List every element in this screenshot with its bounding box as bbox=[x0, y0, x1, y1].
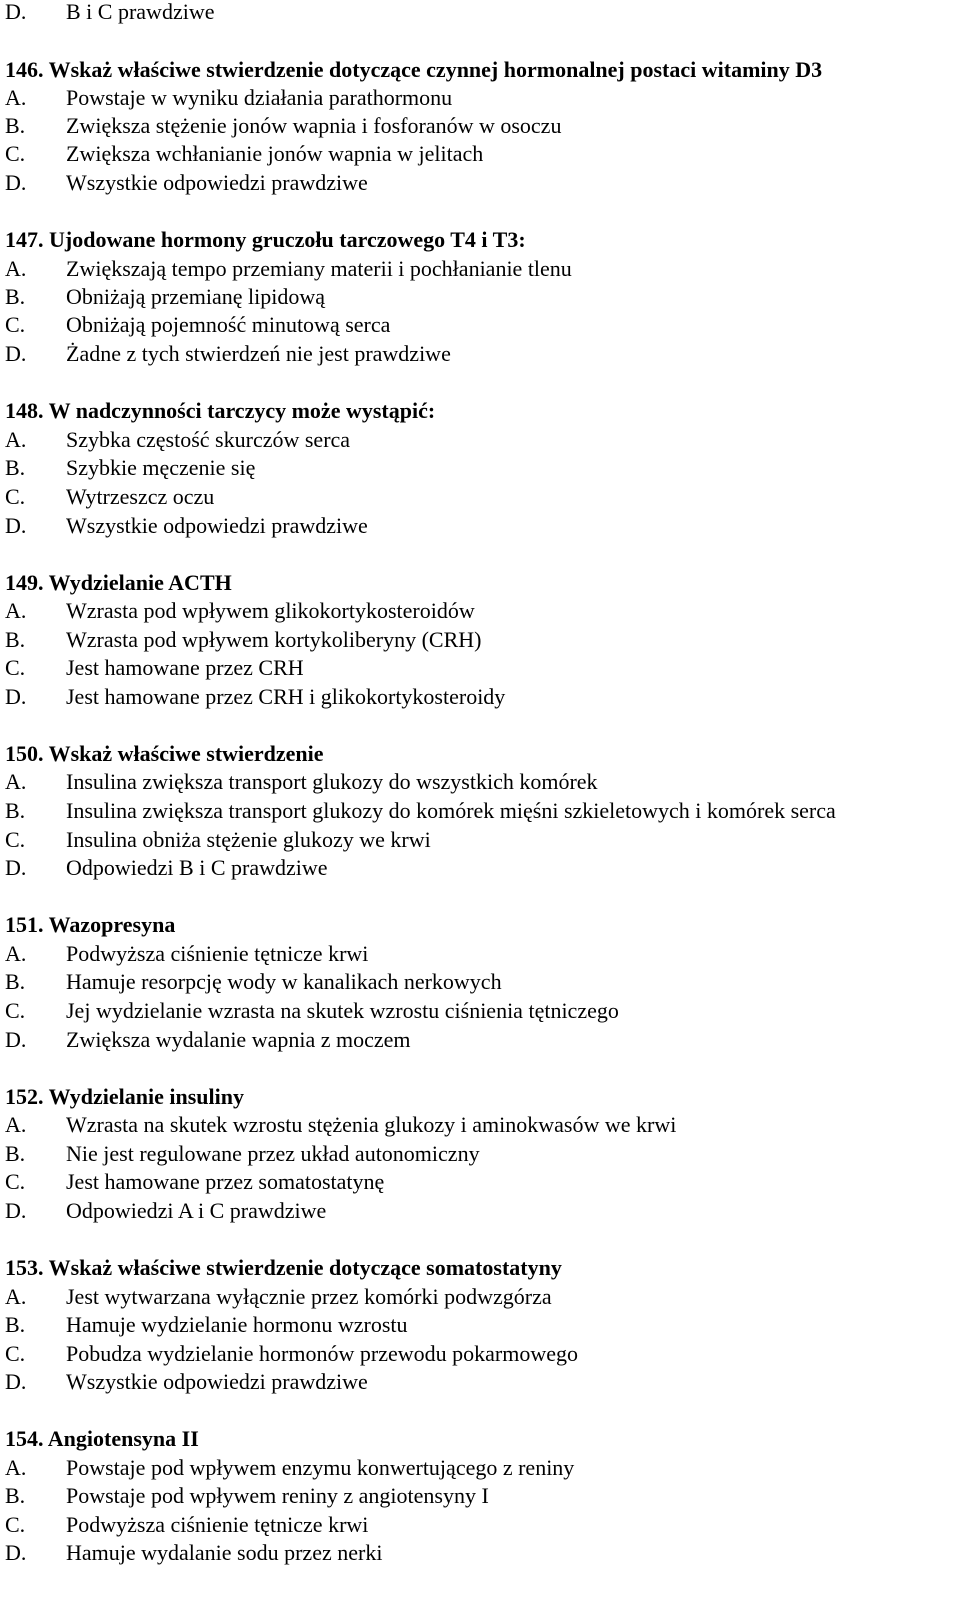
option-text: Podwyższa ciśnienie tętnicze krwi bbox=[66, 1512, 369, 1537]
option-d bbox=[5, 168, 368, 197]
option-letter: D. bbox=[5, 1540, 27, 1565]
option-letter: A. bbox=[5, 256, 27, 281]
option-b bbox=[5, 625, 481, 654]
option-text: Insulina zwiększa transport glukozy do komórek mięśni szkieletowych i komórek serca bbox=[66, 798, 836, 823]
option-letter: A. bbox=[5, 941, 27, 966]
question-title: 149. Wydzielanie ACTH bbox=[5, 570, 232, 595]
option-letter: C. bbox=[5, 312, 26, 337]
option-letter: C. bbox=[5, 1341, 26, 1366]
option-c bbox=[5, 1167, 384, 1196]
option-text: Odpowiedzi B i C prawdziwe bbox=[66, 855, 328, 880]
option-text: Wszystkie odpowiedzi prawdziwe bbox=[66, 513, 368, 538]
option-d bbox=[5, 1367, 368, 1396]
question-title: 147. Ujodowane hormony gruczołu tarczowego T4 i T3: bbox=[5, 227, 526, 252]
option-letter: A. bbox=[5, 598, 27, 623]
option-a bbox=[5, 254, 572, 283]
option-b bbox=[5, 1310, 408, 1339]
option-c bbox=[5, 1510, 368, 1539]
option-a bbox=[5, 939, 368, 968]
option-letter: D. bbox=[5, 1027, 27, 1052]
option-text: B i C prawdziwe bbox=[66, 0, 215, 24]
option-text: Zwiększają tempo przemiany materii i pochłanianie tlenu bbox=[66, 256, 572, 281]
option-letter: B. bbox=[5, 798, 26, 823]
option-letter: B. bbox=[5, 627, 26, 652]
option-text: Jest hamowane przez somatostatynę bbox=[66, 1169, 385, 1194]
option-a bbox=[5, 1282, 552, 1311]
option-a bbox=[5, 596, 475, 625]
option-letter: D. bbox=[5, 855, 27, 880]
option-letter: C. bbox=[5, 655, 26, 680]
option-letter: C. bbox=[5, 141, 26, 166]
option-text: Zwiększa wchłanianie jonów wapnia w jelitach bbox=[66, 141, 484, 166]
option-letter: C. bbox=[5, 1169, 26, 1194]
option-text: Jest hamowane przez CRH i glikokortykosteroidy bbox=[66, 684, 506, 709]
option-a bbox=[5, 1453, 574, 1482]
option-a bbox=[5, 767, 598, 796]
option-c bbox=[5, 482, 214, 511]
option-a bbox=[5, 1110, 676, 1139]
option-text: Hamuje wydalanie sodu przez nerki bbox=[66, 1540, 383, 1565]
option-text: Obniżają pojemność minutową serca bbox=[66, 312, 391, 337]
option-d bbox=[5, 853, 328, 882]
option-text: Wzrasta na skutek wzrostu stężenia glukozy i aminokwasów we krwi bbox=[66, 1112, 677, 1137]
option-letter: C. bbox=[5, 998, 26, 1023]
option-text: Odpowiedzi A i C prawdziwe bbox=[66, 1198, 327, 1223]
option-letter: A. bbox=[5, 85, 27, 110]
option-d bbox=[5, 511, 368, 540]
option-text: Pobudza wydzielanie hormonów przewodu pokarmowego bbox=[66, 1341, 578, 1366]
option-b bbox=[5, 1481, 489, 1510]
option-a bbox=[5, 425, 350, 454]
option-d bbox=[5, 682, 505, 711]
question-title: 151. Wazopresyna bbox=[5, 912, 176, 937]
option-text: Insulina zwiększa transport glukozy do wszystkich komórek bbox=[66, 769, 598, 794]
option-letter: A. bbox=[5, 769, 27, 794]
option-letter: A. bbox=[5, 1455, 27, 1480]
option-letter: D. bbox=[5, 341, 27, 366]
option-b bbox=[5, 111, 561, 140]
option-c bbox=[5, 139, 483, 168]
option-d bbox=[5, 1025, 411, 1054]
option-d bbox=[5, 1538, 382, 1567]
option-text: Jest hamowane przez CRH bbox=[66, 655, 304, 680]
option-b bbox=[5, 282, 325, 311]
option-c bbox=[5, 1339, 578, 1368]
option-letter: B. bbox=[5, 1483, 26, 1508]
question-title: 152. Wydzielanie insuliny bbox=[5, 1084, 244, 1109]
option-text: Wytrzeszcz oczu bbox=[66, 484, 215, 509]
option-b bbox=[5, 1139, 480, 1168]
question-title: 148. W nadczynności tarczycy może wystąpić: bbox=[5, 398, 436, 423]
option-letter: C. bbox=[5, 484, 26, 509]
option-text: Wszystkie odpowiedzi prawdziwe bbox=[66, 170, 368, 195]
option-d bbox=[5, 339, 451, 368]
option-letter: D. bbox=[5, 1369, 27, 1394]
option-letter: B. bbox=[5, 1141, 26, 1166]
option-text: Insulina obniża stężenie glukozy we krwi bbox=[66, 827, 431, 852]
option-c bbox=[5, 996, 619, 1025]
option-text: Powstaje pod wpływem reniny z angiotensyny I bbox=[66, 1483, 489, 1508]
option-text: Obniżają przemianę lipidową bbox=[66, 284, 326, 309]
option-letter: A. bbox=[5, 1112, 27, 1137]
option-letter: B. bbox=[5, 1312, 26, 1337]
option-c bbox=[5, 825, 431, 854]
question-title: 150. Wskaż właściwe stwierdzenie bbox=[5, 741, 324, 766]
option-text: Szybkie męczenie się bbox=[66, 455, 256, 480]
option-letter: A. bbox=[5, 427, 27, 452]
option-letter: D. bbox=[5, 0, 27, 24]
option-text: Zwiększa stężenie jonów wapnia i fosforanów w osoczu bbox=[66, 113, 562, 138]
option-letter: C. bbox=[5, 827, 26, 852]
option-text: Zwiększa wydalanie wapnia z moczem bbox=[66, 1027, 411, 1052]
option-letter: D. bbox=[5, 1198, 27, 1223]
option-letter: A. bbox=[5, 1284, 27, 1309]
option-letter: B. bbox=[5, 284, 26, 309]
option-c bbox=[5, 653, 304, 682]
option-text: Żadne z tych stwierdzeń nie jest prawdziwe bbox=[66, 341, 451, 366]
option-letter: B. bbox=[5, 455, 26, 480]
option-d bbox=[5, 1196, 326, 1225]
option-text: Wszystkie odpowiedzi prawdziwe bbox=[66, 1369, 368, 1394]
option-letter: D. bbox=[5, 684, 27, 709]
option-a bbox=[5, 83, 452, 112]
option-text: Jej wydzielanie wzrasta na skutek wzrostu ciśnienia tętniczego bbox=[66, 998, 619, 1023]
option-text: Jest wytwarzana wyłącznie przez komórki podwzgórza bbox=[66, 1284, 552, 1309]
option-letter: D. bbox=[5, 170, 27, 195]
option-text: Powstaje pod wpływem enzymu konwertującego z reniny bbox=[66, 1455, 575, 1480]
option-b bbox=[5, 967, 502, 996]
question-title: 153. Wskaż właściwe stwierdzenie dotyczące somatostatyny bbox=[5, 1255, 562, 1280]
option-text: Hamuje wydzielanie hormonu wzrostu bbox=[66, 1312, 408, 1337]
question-title: 146. Wskaż właściwe stwierdzenie dotyczące czynnej hormonalnej postaci witaminy D3 bbox=[5, 57, 823, 82]
option-text: Hamuje resorpcję wody w kanalikach nerkowych bbox=[66, 969, 502, 994]
option-c bbox=[5, 310, 390, 339]
option-text: Szybka częstość skurczów serca bbox=[66, 427, 351, 452]
option-text: Podwyższa ciśnienie tętnicze krwi bbox=[66, 941, 369, 966]
top-option bbox=[5, 0, 214, 26]
option-b bbox=[5, 796, 836, 825]
option-letter: C. bbox=[5, 1512, 26, 1537]
question-title: 154. Angiotensyna II bbox=[5, 1426, 199, 1451]
option-letter: B. bbox=[5, 113, 26, 138]
option-text: Wzrasta pod wpływem glikokortykosteroidów bbox=[66, 598, 475, 623]
option-letter: D. bbox=[5, 513, 27, 538]
option-letter: B. bbox=[5, 969, 26, 994]
option-b bbox=[5, 453, 255, 482]
option-text: Nie jest regulowane przez układ autonomiczny bbox=[66, 1141, 480, 1166]
option-text: Powstaje w wyniku działania parathormonu bbox=[66, 85, 453, 110]
option-text: Wzrasta pod wpływem kortykoliberyny (CRH) bbox=[66, 627, 482, 652]
